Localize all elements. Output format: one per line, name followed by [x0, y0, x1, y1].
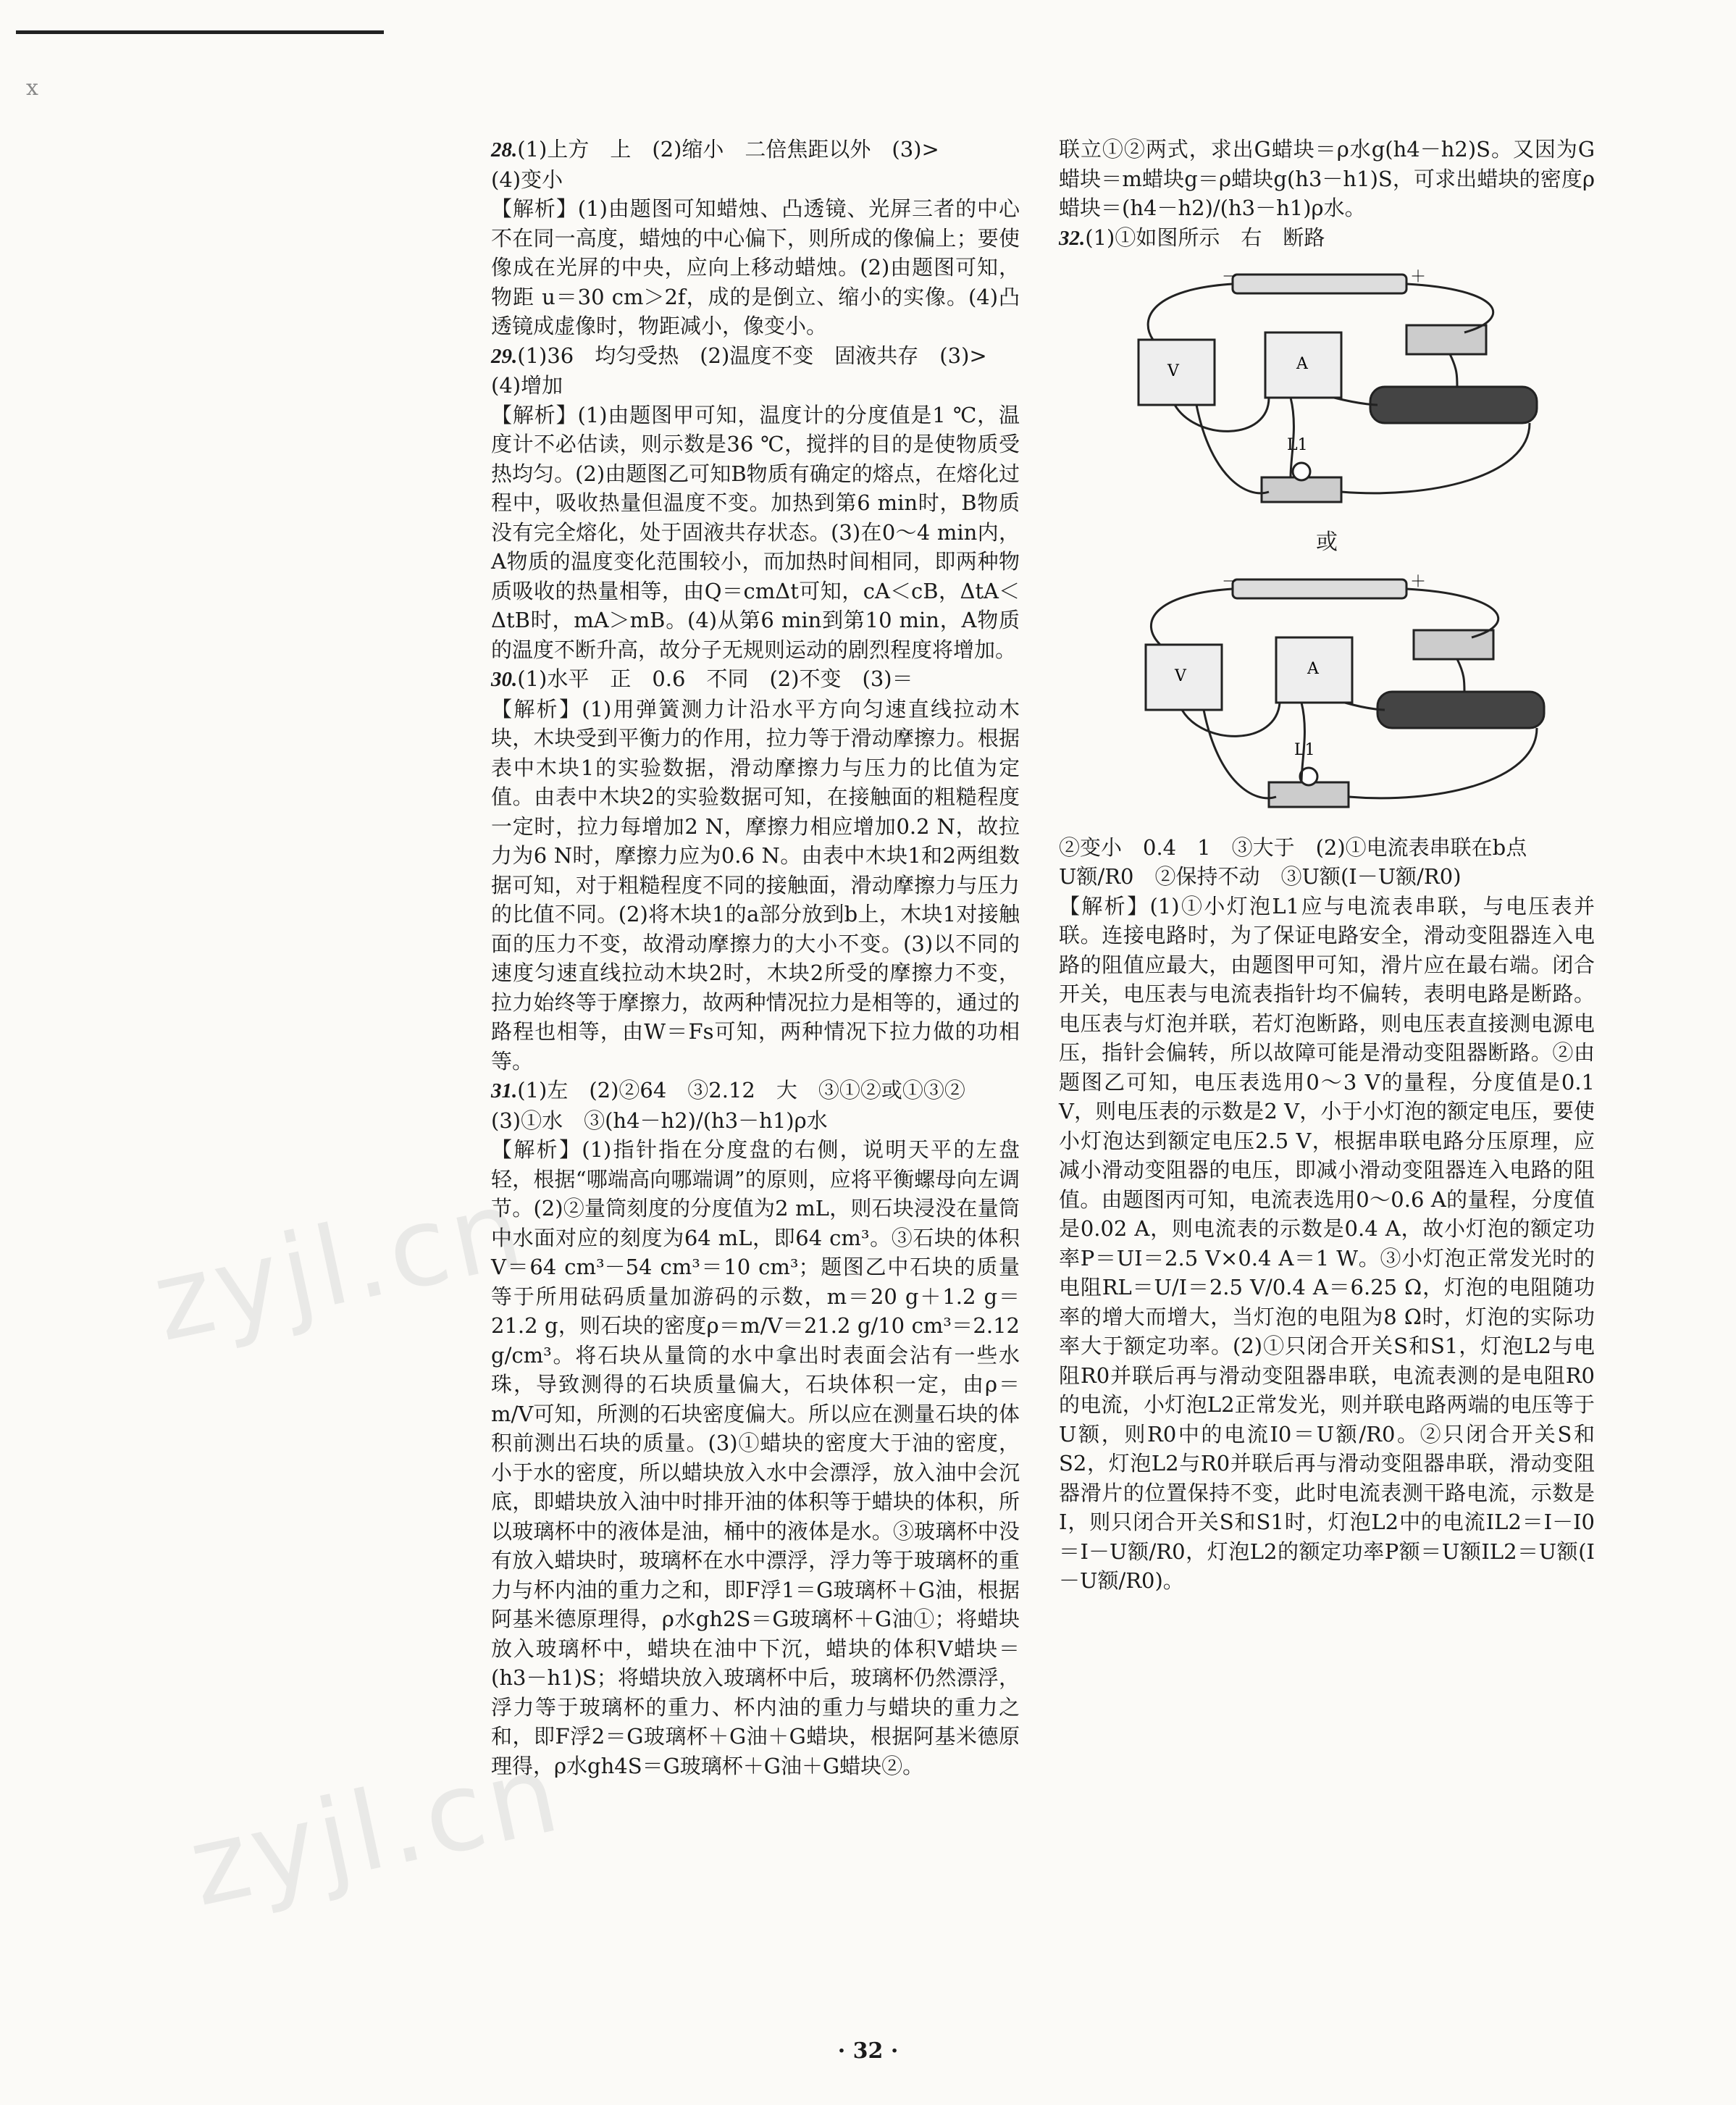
answer: (1)①如图所示 右 断路	[1085, 225, 1325, 250]
circuit-diagram-svg	[1124, 260, 1559, 521]
watermark: zyjl.cn	[143, 1165, 537, 1366]
answer: (1)36 均匀受热 (2)温度不变 固液共存 (3)>	[517, 343, 987, 368]
battery-pack	[1233, 275, 1406, 293]
rheostat	[1378, 692, 1544, 728]
svg-text:A: A	[1307, 659, 1319, 678]
circuit-diagram-svg	[1124, 565, 1559, 826]
margin-mark: ⅹ	[26, 75, 38, 101]
circuit-diagram-1	[1124, 260, 1559, 521]
answer: (4)变小	[491, 167, 563, 192]
battery-minus-label: －	[1222, 572, 1238, 591]
explanation: 【解析】(1)①小灯泡L1应与电流表串联，与电压表并联。连接电路时，为了保证电路安全，滑动变阻器连入电路的阻值应最大，由题图甲可知，滑片应在最右端。闭合开关，电压表与电流表指针均不偏转，表明电路是断路。电压表与灯泡并联，若灯泡断路，则电压表直接测电源电压，指针会偏转，所以故障可能是滑动变阻器断路。②由题图乙可知，电压表选用0～3 V的量程，分度值是0.1 V，则电压表的示数是2 V，小于小灯泡的额定电压，要使小灯泡达到额定电压2.5 V，根据串联电路分压原理，应减小滑动变阻器的电压，即减小滑动变阻器连入电路的阻值。由题图丙可知，电流表选用0～0.6 A的量程，分度值是0.02 A，则电流表的示数是0.4 A，故小灯泡的额定功率P＝UI＝2.5 V×0.4 A＝1 W。③小灯泡正常发光时的电阻RL＝U/I＝2.5 V/0.4 A＝6.25 Ω，灯泡的电阻随功率的增大而增大，当灯泡的电阻为8 Ω时，灯泡的实际功率大于额定功率。(2)①只闭合开关S和S1，灯泡L2与电阻R0并联后再与滑动变阻器串联，电流表测的是电阻R0的电流，小灯泡L2正常发光，则并联电路两端的电压等于U额，则R0中的电流I0＝U额/R0。②只闭合开关S和S2，灯泡L2与R0并联后再与滑动变阻器串联，滑动变阻器滑片的位置保持不变，此时电流表测干路电流，示数是I，则只闭合开关S和S1时，灯泡L2中的电流IL2＝I－I0＝I－U额/R0，灯泡L2的额定功率P额＝U额IL2＝U额(I－U额/R0)。	[1059, 893, 1595, 1593]
svg-text:V: V	[1167, 362, 1179, 380]
question-number: 29.	[491, 344, 518, 368]
lamp-label: L1	[1294, 740, 1315, 759]
battery-plus-label: ＋	[1410, 572, 1427, 591]
answer: (1)上方 上 (2)缩小 二倍焦距以外 (3)>	[517, 137, 939, 162]
circuit-diagram-2	[1124, 565, 1559, 826]
answer: (1)水平 正 0.6 不同 (2)不变 (3)＝	[517, 666, 913, 691]
top-rule	[16, 30, 384, 34]
left-column	[491, 135, 1020, 1780]
question-28	[491, 135, 1020, 341]
question-number: 28.	[491, 138, 518, 162]
rheostat	[1370, 387, 1537, 423]
explanation: 【解析】(1)指针指在分度盘的右侧，说明天平的左盘轻，根据“哪端高向哪端调”的原则，应将平衡螺母向左调节。(2)②量筒刻度的分度值为2 mL，则石块浸没在量筒中水面对应的刻度为64 mL，即64 cm³。③石块的体积V＝64 cm³－54 cm³＝10 cm³；题图乙中石块的质量等于所用砝码质量加游码的示数，m＝20 g＋1.2 g＝21.2 g，则石块的密度ρ＝m/V＝21.2 g/10 cm³＝2.12 g/cm³。将石块从量筒的水中拿出时表面会沾有一些水珠，导致测得的石块质量偏大，石块体积一定，由ρ＝m/V可知，所测的石块密度偏大。所以应在测量石块的体积前测出石块的质量。(3)①蜡块的密度大于油的密度，小于水的密度，所以蜡块放入水中会漂浮，放入油中会沉底，即蜡块放入油中时排开油的体积等于蜡块的体积，所以玻璃杯中的液体是油，桶中的液体是水。③玻璃杯中没有放入蜡块时，玻璃杯在水中漂浮，浮力等于玻璃杯的重力与杯内油的重力之和，即F浮1＝G玻璃杯＋G油，根据阿基米德原理得，ρ水gh2S＝G玻璃杯＋G油①；将蜡块放入玻璃杯中，蜡块在油中下沉，蜡块的体积V蜡块＝(h3－h1)S；将蜡块放入玻璃杯中后，玻璃杯仍然漂浮，浮力等于玻璃杯的重力、杯内油的重力与蜡块的重力之和，即F浮2＝G玻璃杯＋G油＋G蜡块，根据阿基米德原理得，ρ水gh4S＝G玻璃杯＋G油＋G蜡块②。	[491, 1137, 1020, 1778]
question-31	[491, 1076, 1020, 1780]
svg-text:V: V	[1175, 666, 1186, 685]
question-number: 32.	[1059, 226, 1086, 250]
page-number: · 32 ·	[837, 2038, 899, 2064]
question-30	[491, 664, 1020, 1076]
question-29	[491, 341, 1020, 665]
explanation: 【解析】(1)用弹簧测力计沿水平方向匀速直线拉动木块，木块受到平衡力的作用，拉力等于滑动摩擦力。根据表中木块1的实验数据，滑动摩擦力与压力的比值为定值。由表中木块2的实验数据可知，在接触面的粗糙程度一定时，拉力每增加2 N，摩擦力相应增加0.2 N，故拉力为6 N时，摩擦力应为0.6 N。由表中木块1和2两组数据可知，对于粗糙程度不同的接触面，滑动摩擦力与压力的比值不同。(2)将木块1的a部分放到b上，木块1对接触面的压力不变，故滑动摩擦力的大小不变。(3)以不同的速度匀速直线拉动木块2时，木块2所受的摩擦力不变，拉力始终等于摩擦力，故两种情况拉力是相等的，通过的路程也相等，由W＝Fs可知，两种情况下拉力做的功相等。	[491, 696, 1020, 1074]
right-column	[1059, 135, 1595, 1596]
battery-pack	[1233, 579, 1406, 598]
explanation: 【解析】(1)由题图可知蜡烛、凸透镜、光屏三者的中心不在同一高度，蜡烛的中心偏下，则所成的像偏上；要使像成在光屏的中央，应向上移动蜡烛。(2)由题图可知，物距 u＝30 cm＞2f，成的是倒立、缩小的实像。(4)凸透镜成虚像时，物距减小，像变小。	[491, 196, 1020, 338]
lamp-label: L1	[1287, 436, 1308, 454]
answer: (1)左 (2)②64 ③2.12 大 ③①②或①③②	[517, 1078, 965, 1102]
explanation: 【解析】(1)由题图甲可知，温度计的分度值是1 ℃，温度计不必估读，则示数是36 ℃，搅拌的目的是使物质受热均匀。(2)由题图乙可知B物质有确定的熔点，在熔化过程中，吸收热量但温度不变。加热到第6 min时，B物质没有完全熔化，处于固液共存状态。(3)在0～4 min内，A物质的温度变化范围较小，而加热时间相同，即两种物质吸收的热量相等，由Q＝cmΔt可知，cA＜cB，ΔtA＜ΔtB时，mA＞mB。(4)从第6 min到第10 min，A物质的温度不断升高，故分子无规则运动的剧烈程度将增加。	[491, 402, 1020, 662]
question-number: 30.	[491, 668, 518, 691]
answer: (3)①水 ③(h4－h2)/(h3－h1)ρ水	[491, 1108, 828, 1133]
battery-plus-label: ＋	[1410, 268, 1427, 286]
lamp-bulb	[1293, 463, 1310, 480]
battery-minus-label: －	[1222, 268, 1238, 286]
watermark: zyjl.cn	[179, 1730, 573, 1931]
answer: ②变小 0.4 1 ③大于 (2)①电流表串联在b点	[1059, 834, 1527, 860]
or-label: 或	[1316, 530, 1338, 555]
answer: (4)增加	[491, 373, 563, 398]
answer: U额/R0 ②保持不动 ③U额(I－U额/R0)	[1059, 864, 1462, 889]
question-number: 31.	[491, 1079, 518, 1102]
continuation-text: 联立①②两式，求出G蜡块＝ρ水g(h4－h2)S。又因为G蜡块＝m蜡块g＝ρ蜡块g(h3－h1)S，可求出蜡块的密度ρ蜡块＝(h4－h2)/(h3－h1)ρ水。	[1059, 137, 1595, 220]
svg-text:A: A	[1296, 355, 1308, 373]
